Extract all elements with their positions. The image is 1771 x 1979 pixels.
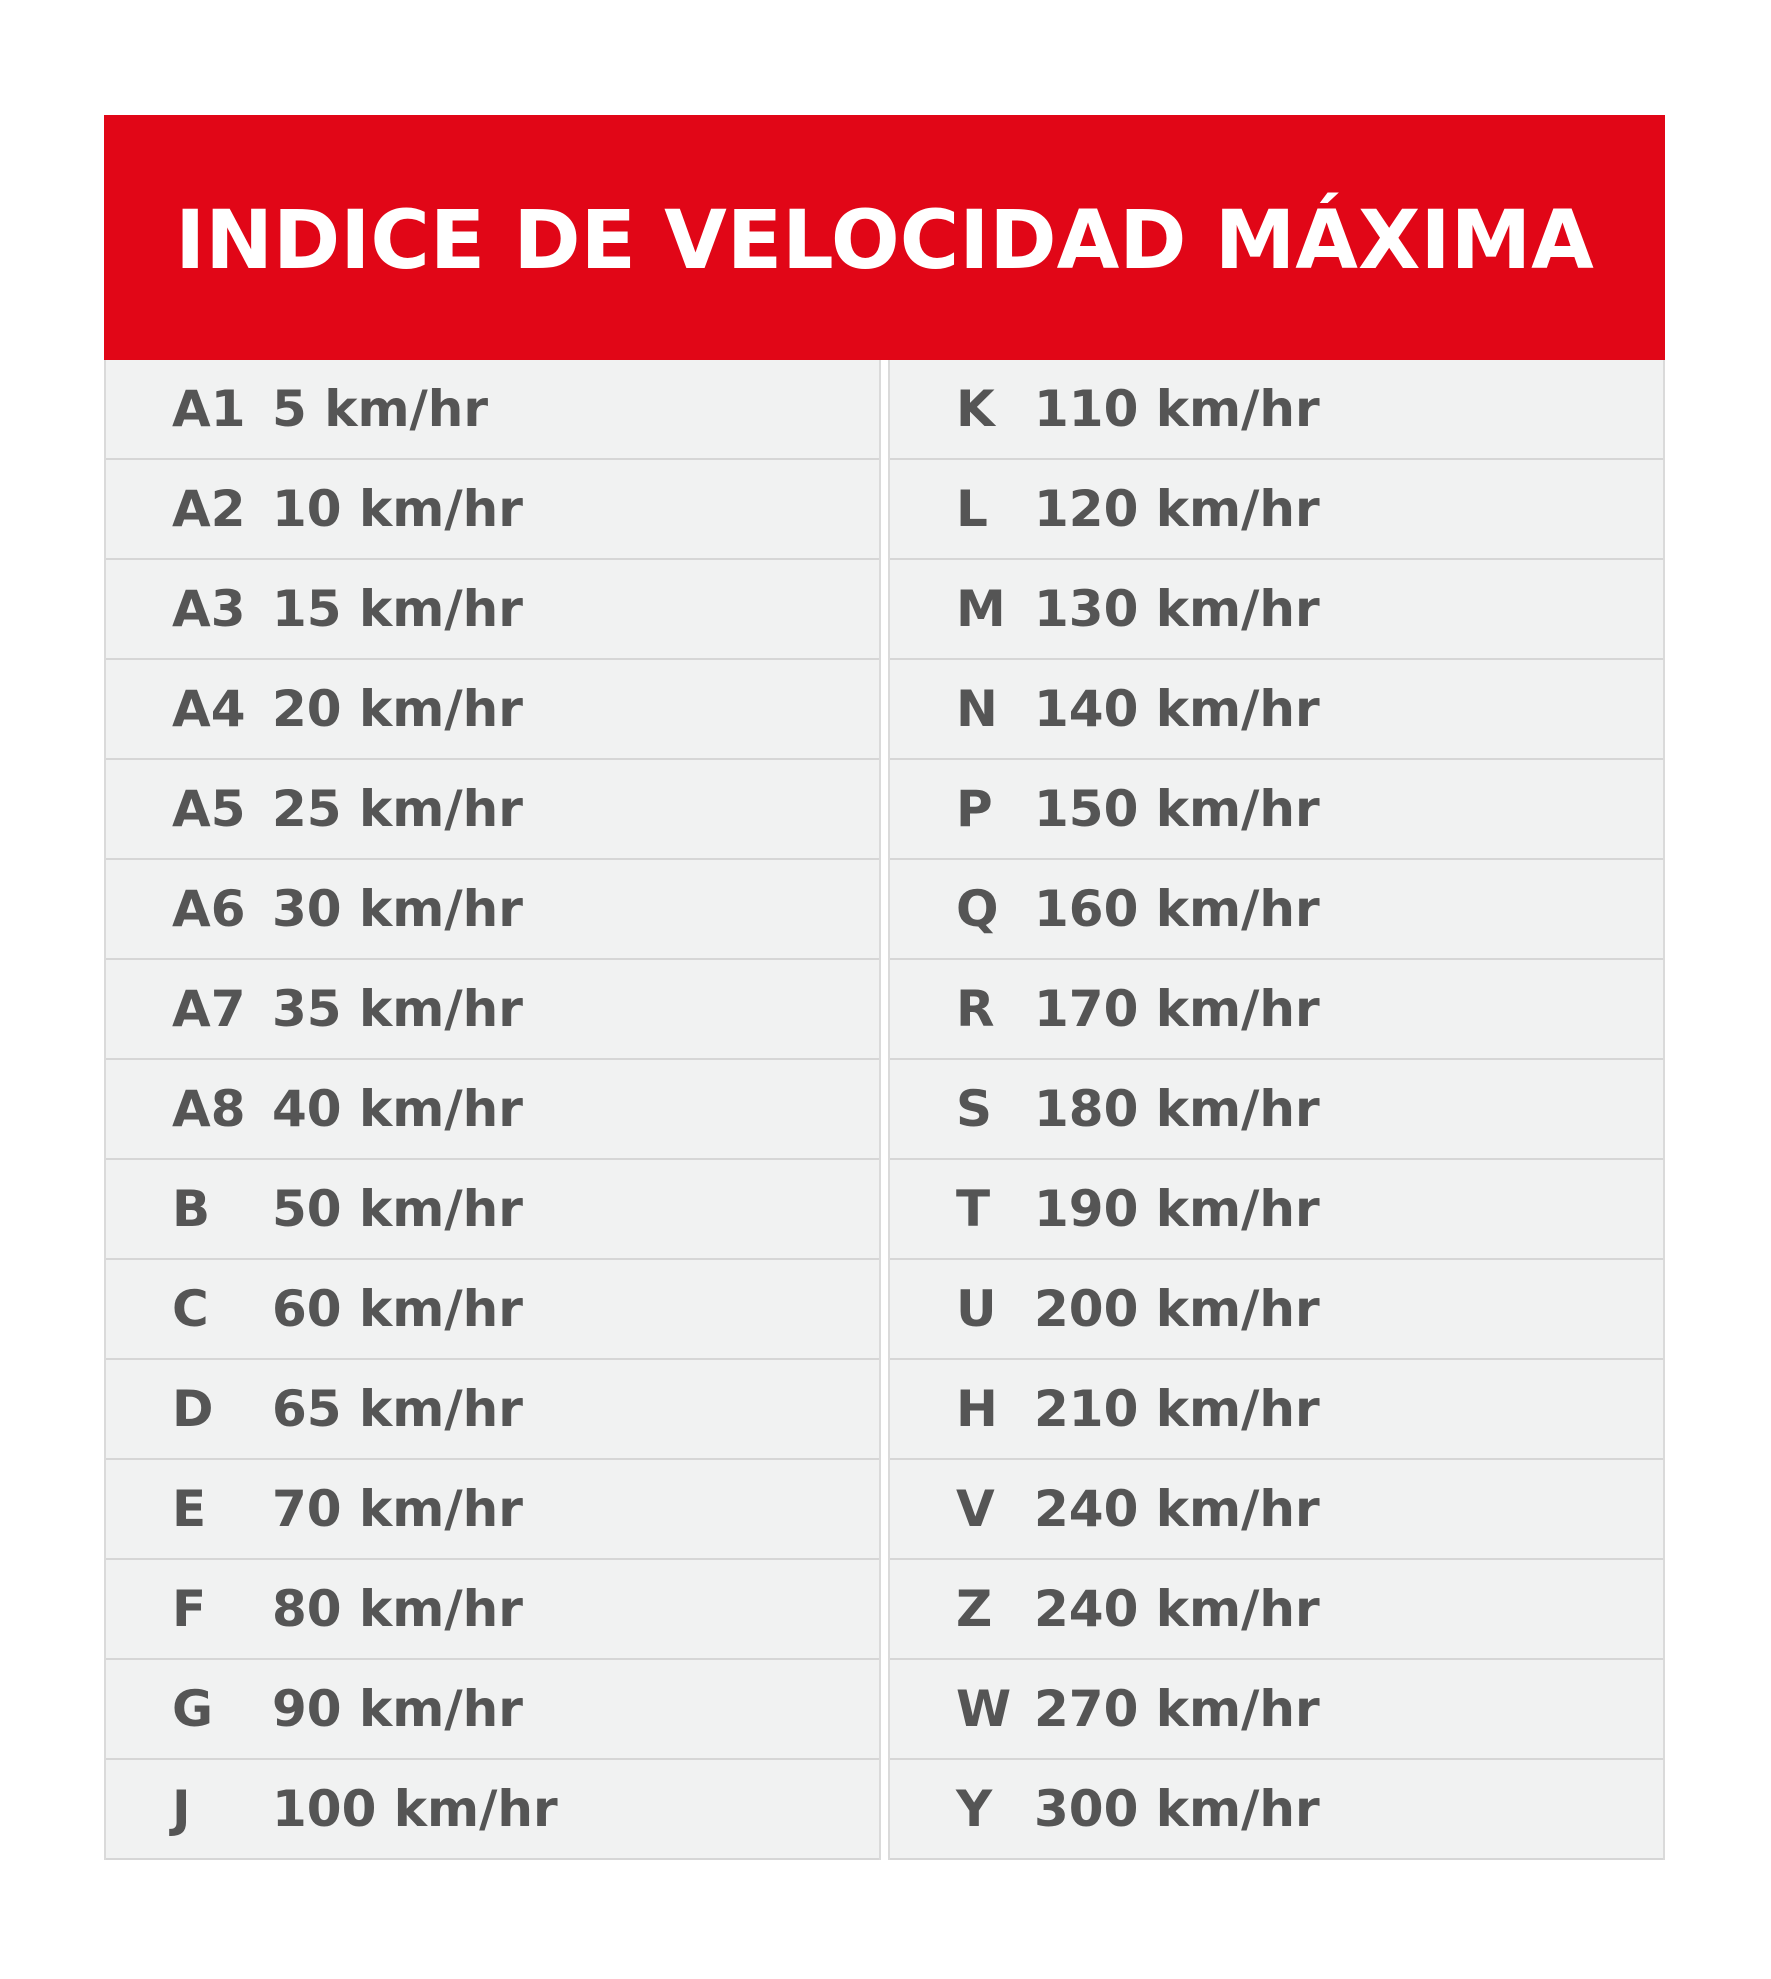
speed-code: M (956, 580, 1006, 638)
speed-code: A1 (172, 380, 246, 438)
speed-value: 20 km/hr (272, 680, 523, 738)
speed-value: 120 km/hr (1034, 480, 1320, 538)
table-row (106, 1560, 879, 1660)
table-row (106, 1260, 879, 1360)
table-row (106, 1460, 879, 1560)
speed-code: C (172, 1280, 209, 1338)
table-row (890, 1260, 1663, 1360)
table-row (890, 1160, 1663, 1260)
table-row (106, 760, 879, 860)
speed-value: 210 km/hr (1034, 1380, 1320, 1438)
speed-value: 180 km/hr (1034, 1080, 1320, 1138)
table-header (104, 115, 1665, 360)
table-row (106, 960, 879, 1060)
speed-code: B (172, 1180, 211, 1238)
table-row (890, 1660, 1663, 1760)
speed-value: 15 km/hr (272, 580, 523, 638)
speed-value: 200 km/hr (1034, 1280, 1320, 1338)
speed-value: 40 km/hr (272, 1080, 523, 1138)
speed-code: A8 (172, 1080, 246, 1138)
table-body (104, 360, 1665, 1860)
table-row (890, 960, 1663, 1060)
speed-code: U (956, 1280, 997, 1338)
speed-code: N (956, 680, 998, 738)
speed-value: 100 km/hr (272, 1780, 558, 1838)
table-row (106, 460, 879, 560)
speed-value: 160 km/hr (1034, 880, 1320, 938)
table-row (106, 1060, 879, 1160)
speed-value: 130 km/hr (1034, 580, 1320, 638)
speed-code: J (172, 1780, 191, 1838)
table-row (106, 1360, 879, 1460)
speed-code: A7 (172, 980, 246, 1038)
speed-code: D (172, 1380, 214, 1438)
speed-code: Q (956, 880, 999, 938)
speed-code: Y (956, 1780, 993, 1838)
speed-code: Z (956, 1580, 993, 1638)
table-row (890, 760, 1663, 860)
speed-value: 5 km/hr (272, 380, 489, 438)
table-row (106, 1160, 879, 1260)
speed-value: 35 km/hr (272, 980, 523, 1038)
table-row (106, 860, 879, 960)
speed-value: 30 km/hr (272, 880, 523, 938)
table-row (890, 1560, 1663, 1660)
table-row (890, 1760, 1663, 1860)
speed-value: 240 km/hr (1034, 1480, 1320, 1538)
speed-code: K (956, 380, 995, 438)
speed-value: 300 km/hr (1034, 1780, 1320, 1838)
speed-code: A2 (172, 480, 246, 538)
speed-code: P (956, 780, 993, 838)
table-row (890, 460, 1663, 560)
table-row (890, 1360, 1663, 1460)
table-row (890, 860, 1663, 960)
speed-value: 110 km/hr (1034, 380, 1320, 438)
speed-code: G (172, 1680, 214, 1738)
speed-value: 170 km/hr (1034, 980, 1320, 1038)
speed-value: 140 km/hr (1034, 680, 1320, 738)
speed-code: A4 (172, 680, 246, 738)
speed-code: A6 (172, 880, 246, 938)
speed-value: 25 km/hr (272, 780, 523, 838)
table-row (890, 1460, 1663, 1560)
speed-code: F (172, 1580, 207, 1638)
speed-value: 90 km/hr (272, 1680, 523, 1738)
speed-code: E (172, 1480, 207, 1538)
table-row (890, 660, 1663, 760)
table-row (890, 1060, 1663, 1160)
table-row (106, 560, 879, 660)
table-row (106, 1760, 879, 1860)
speed-code: V (956, 1480, 995, 1538)
speed-value: 70 km/hr (272, 1480, 523, 1538)
speed-value: 270 km/hr (1034, 1680, 1320, 1738)
table-row (106, 360, 879, 460)
speed-code: R (956, 980, 995, 1038)
table-title: INDICE DE VELOCIDAD MÁXIMA (175, 193, 1594, 288)
left-column (104, 360, 881, 1860)
speed-value: 60 km/hr (272, 1280, 523, 1338)
speed-value: 150 km/hr (1034, 780, 1320, 838)
speed-value: 190 km/hr (1034, 1180, 1320, 1238)
table-row (106, 660, 879, 760)
right-column (888, 360, 1665, 1860)
speed-code: H (956, 1380, 998, 1438)
speed-code: L (956, 480, 988, 538)
table-row (890, 360, 1663, 460)
speed-code: A5 (172, 780, 246, 838)
speed-value: 65 km/hr (272, 1380, 523, 1438)
table-row (106, 1660, 879, 1760)
speed-code: S (956, 1080, 993, 1138)
speed-index-table (104, 115, 1665, 1860)
speed-code: A3 (172, 580, 246, 638)
speed-value: 80 km/hr (272, 1580, 523, 1638)
table-row (890, 560, 1663, 660)
speed-value: 50 km/hr (272, 1180, 523, 1238)
speed-value: 240 km/hr (1034, 1580, 1320, 1638)
speed-value: 10 km/hr (272, 480, 523, 538)
speed-code: T (956, 1180, 991, 1238)
speed-code: W (956, 1680, 1012, 1738)
